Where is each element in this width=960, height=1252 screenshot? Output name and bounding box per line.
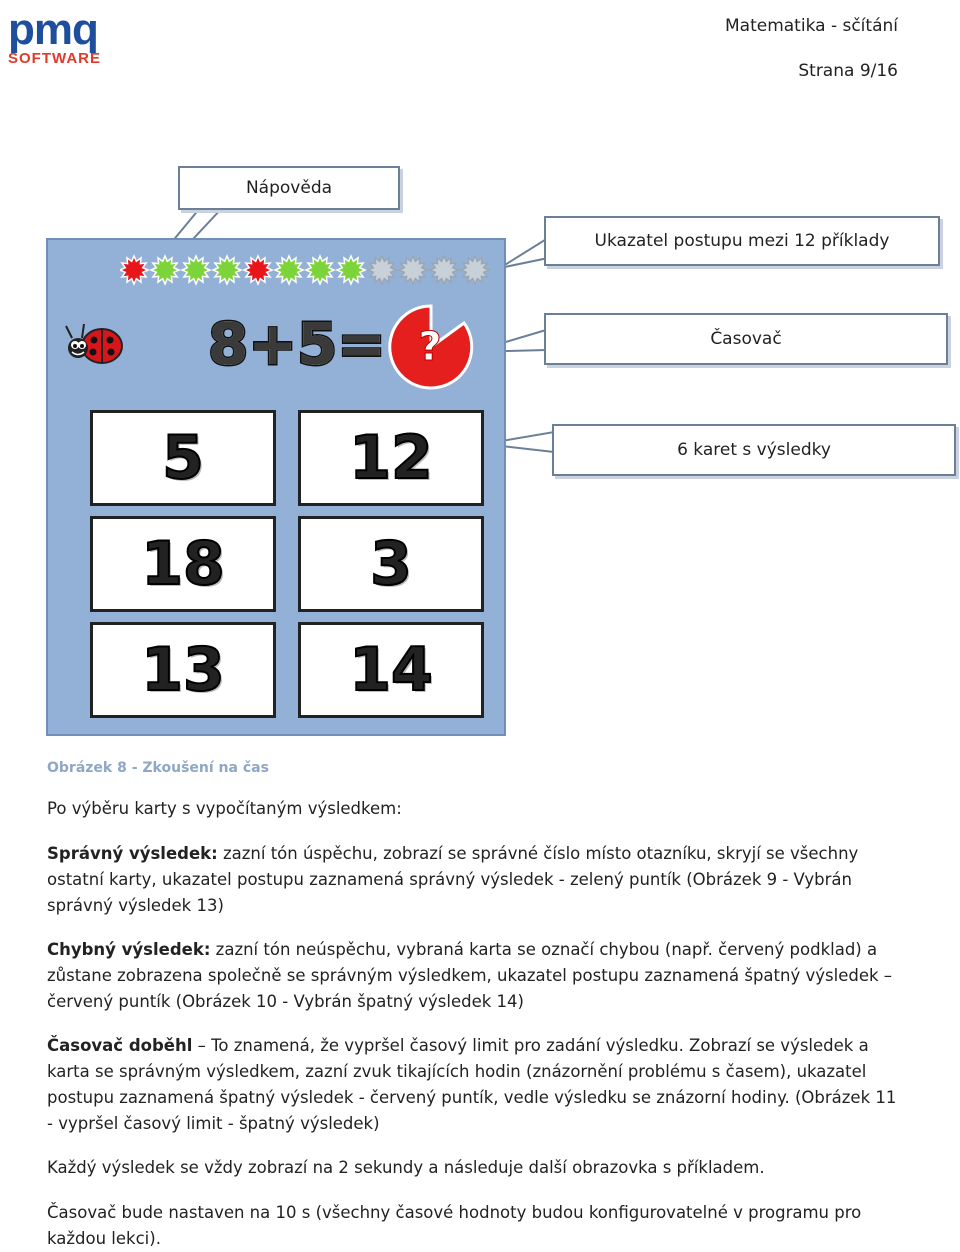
- correct-result-label: Správný výsledek:: [47, 844, 218, 863]
- wrong-result-label: Chybný výsledek:: [47, 940, 211, 959]
- question-mark: ?: [418, 324, 442, 370]
- game-screen: [46, 238, 506, 736]
- progress-dot-grey: [368, 256, 396, 284]
- result-card[interactable]: [90, 516, 276, 612]
- progress-dot-red: [120, 256, 148, 284]
- hint-callout: [178, 166, 400, 210]
- card-value: 12: [349, 423, 433, 493]
- result-card[interactable]: [90, 410, 276, 506]
- cards-callout: [552, 424, 956, 476]
- progress-indicator: [120, 250, 510, 290]
- progress-dot-green: [337, 256, 365, 284]
- progress-dot-green: [275, 256, 303, 284]
- result-card[interactable]: [298, 516, 484, 612]
- page-number: Strana 9/16: [798, 61, 898, 81]
- logo-subtext: SOFTWARE: [8, 50, 101, 67]
- timer-callout-label: Časovač: [710, 329, 782, 349]
- progress-dot-grey: [399, 256, 427, 284]
- card-value: 5: [162, 423, 204, 493]
- card-value: 18: [141, 529, 225, 599]
- document-title: Matematika - sčítání: [725, 16, 898, 36]
- progress-dot-grey: [461, 256, 489, 284]
- wrong-result-paragraph: [47, 937, 897, 1015]
- correct-result-paragraph: [47, 841, 897, 919]
- timer-setting-paragraph: Časovač bude nastaven na 10 s (všechny časové hodnoty budou konfigurovatelné v programu pro každou lekci).: [47, 1203, 862, 1248]
- result-card[interactable]: [298, 622, 484, 718]
- progress-dot-green: [182, 256, 210, 284]
- progress-dot-green: [213, 256, 241, 284]
- logo-text: pmq: [8, 5, 98, 54]
- result-card[interactable]: [298, 410, 484, 506]
- progress-callout-label: Ukazatel postupu mezi 12 příklady: [594, 231, 890, 251]
- equation: 8+5=: [208, 310, 386, 378]
- timer-callout: [544, 313, 948, 365]
- intro-paragraph: Po výběru karty s vypočítaným výsledkem:: [47, 799, 402, 818]
- progress-callout: [544, 216, 940, 266]
- progress-dot-green: [151, 256, 179, 284]
- timeout-text: – To znamená, že vypršel časový limit pro zadání výsledku. Zobrazí se výsledek a karta se správným výsledkem, zazní zvuk tikajících hodin (znázornění problému s časem), ukazatel postupu zaznamená špatný výsledek - červený puntík, vedle výsledku se znázorní hodiny. (Obrázek 11 - vypršel časový limit - špatný výsledek): [47, 1036, 897, 1133]
- correct-result-text: zazní tón úspěchu, zobrazí se správné číslo místo otazníku, skryjí se všechny ostatní karty, ukazatel postupu zaznamená správný výsledek - zelený puntík (Obrázek 9 - Vybrán správný výsledek 13): [47, 844, 859, 915]
- cards-callout-label: 6 karet s výsledky: [677, 440, 831, 460]
- progress-dot-red: [244, 256, 272, 284]
- result-card[interactable]: [90, 622, 276, 718]
- timer-icon: [386, 302, 476, 392]
- progress-dot-grey: [430, 256, 458, 284]
- card-value: 13: [141, 635, 225, 705]
- card-value: 14: [349, 635, 433, 705]
- display-duration-paragraph: Každý výsledek se vždy zobrazí na 2 sekundy a následuje další obrazovka s příkladem.: [47, 1158, 765, 1177]
- card-value: 3: [370, 529, 412, 599]
- timeout-label: Časovač doběhl: [47, 1036, 193, 1055]
- ladybug-hint-icon[interactable]: [62, 318, 126, 370]
- wrong-result-text: zazní tón neúspěchu, vybraná karta se označí chybou (např. červený podklad) a zůstane zobrazena společně se správným výsledkem, ukazatel postupu zaznamená špatný výsledek – červený puntík (Obrázek 10 - Vybrán špatný výsledek 14): [47, 940, 893, 1011]
- progress-dot-green: [306, 256, 334, 284]
- timeout-paragraph: [47, 1033, 897, 1137]
- hint-callout-label: Nápověda: [245, 178, 333, 198]
- figure-caption: Obrázek 8 - Zkoušení na čas: [47, 760, 269, 776]
